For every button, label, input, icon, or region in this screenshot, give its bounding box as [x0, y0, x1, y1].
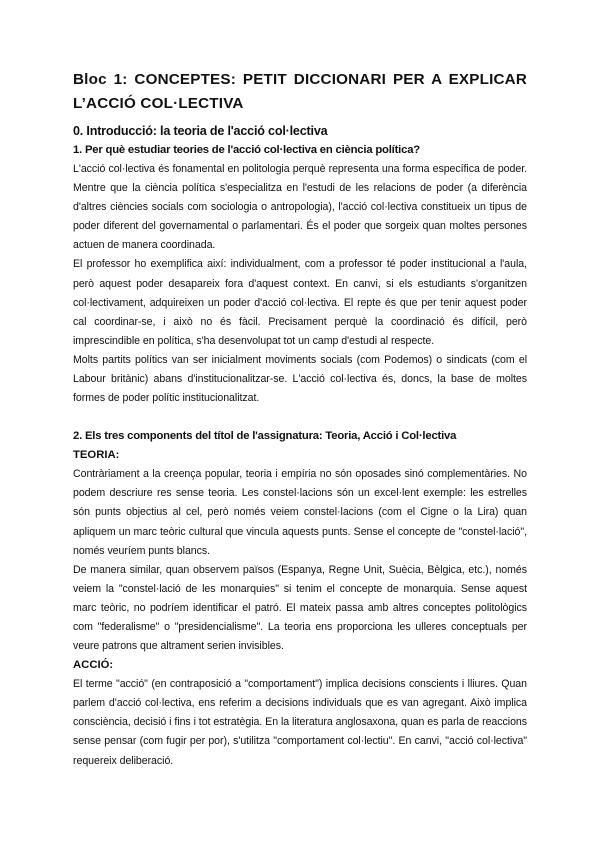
document-title: Bloc 1: CONCEPTES: PETIT DICCIONARI PER A EXPLICAR L’ACCIÓ COL·LECTIVA — [73, 71, 527, 112]
paragraph: Molts partits polítics van ser inicialment moviments socials (com Podemos) o sindicats (com el Labour britànic) abans d'institucionalitzar-se. L'acció col·lectiva és, doncs, la base de moltes formes de poder polític institucionalitzat. — [73, 353, 527, 405]
paragraph: De manera similar, quan observem països (Espanya, Regne Unit, Suècia, Bèlgica, etc.), només veiem la "constel·lació de les monarquies" si tenim el concepte de monarquia. Sense aquest marc teòric, no podríem identificar el patró. El mateix passa amb altres conceptes politològics com "federalisme" o "presidencialisme". La teoria ens proporciona les ulleres conceptuals per veure patrons que altrament serien invisibles. — [73, 563, 527, 653]
subsection-1-heading: 1. Per què estudiar teories de l'acció col·lectiva en ciència política? — [73, 144, 420, 156]
accio-label: ACCIÓ: — [73, 659, 114, 672]
paragraph: El professor ho exemplifica així: individualment, com a professor té poder institucional a l'aula, però aquest poder desapareix fora d'aquest context. En canvi, si els estudiants s'organitzen col·lectivament, adquireixen un poder d'acció col·lectiva. El repte és que per tenir aquest poder cal coordinar-se, i això no és fàcil. Precisament perquè la coordinació és difícil, però imprescindible en política, s'ha desenvolupat tot un camp d'estudi al respecte. — [73, 258, 527, 347]
spacer — [73, 408, 527, 427]
section-2-heading: 2. Els tres components del títol de l'assignatura: Teoria, Acció i Col·lectiva — [73, 430, 457, 443]
paragraph: L'acció col·lectiva és fonamental en politologia perquè representa una forma específica de poder. Mentre que la ciència política s'especialitza en l'estudi de les relacions de poder (a diferència d'altres ciències socials com sociologia o antropologia), l'acció col·lectiva constitueix un tipus de poder diferent del governamental o parlamentari. És el poder que sorgeix quan moltes persones actuen de manera coordinada. — [73, 163, 527, 252]
paragraph: Contràriament a la creença popular, teoria i empíria no són oposades sinó complementàries. No podem descriure res sense teoria. Les constel·lacions són un excel·lent exemple: les estrelles són punts objectius al cel, però només veiem constel·lacions (com el Cigne o la Lira) quan apliquem un marc teòric cultural que vincula aquests punts. Sense el concepte de "constel·lació", només veuríem punts blancs. — [73, 468, 527, 557]
paragraph: El terme "acció" (en contraposició a "comportament") implica decisions conscients i lliures. Quan parlem d'acció col·lectiva, ens referim a decisions individuals que es van agregant. Això implica consciència, decisió i fins i tot estratègia. En la literatura anglosaxona, quan es parla de reaccions sense pensar (com fugir per por), s'utilitza "comportament col·lectiu". En canvi, "acció col·lectiva" requereix deliberació. — [73, 678, 527, 767]
section-0-heading: 0. Introducció: la teoria de l'acció col·lectiva — [73, 124, 328, 138]
teoria-label: TEORIA: — [73, 449, 120, 462]
